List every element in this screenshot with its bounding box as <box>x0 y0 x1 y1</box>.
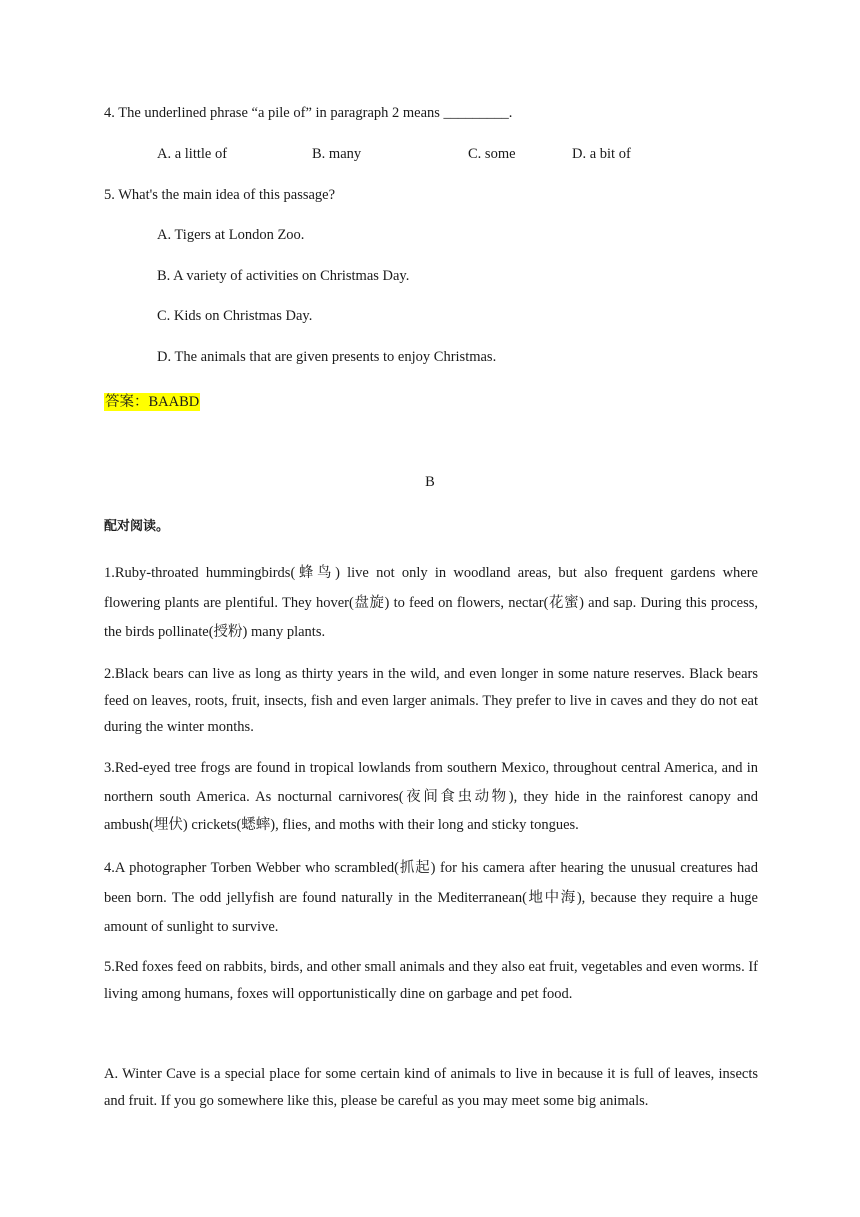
passage-paragraph-2: 2.Black bears can live as long as thirty years in the wild, and even longer in some nature reserves. Black bears feed on leaves, roots, fruit, insects, fish and even larger animals. They prefer to live in caves and they do not eat during the winter months. <box>104 666 758 735</box>
q5-option-a: A. Tigers at London Zoo. <box>157 227 305 243</box>
section-title: 配对阅读。 <box>104 519 170 534</box>
q4-option-c: C. some <box>468 146 516 162</box>
q5-option-c: C. Kids on Christmas Day. <box>157 308 313 324</box>
passage-paragraph-4: 4.A photographer Torben Webber who scrambled(抓起) for his camera after hearing the unusual creatures had been born. The odd jellyfish are found naturally in the Mediterranean(地中海), because they require a huge amount of sunlight to survive. <box>104 860 758 935</box>
passage-paragraph-1: 1.Ruby-throated hummingbirds(蜂鸟) live not only in woodland areas, but also frequent gardens where flowering plants are plentiful. They hover(盘旋) to feed on flowers, nectar(花蜜) and sap. During this process, the birds pollinate(授粉) many plants. <box>104 565 758 640</box>
q5-option-b: B. A variety of activities on Christmas Day. <box>157 268 410 284</box>
option-a-description: A. Winter Cave is a special place for some certain kind of animals to live in because it is full of leaves, insects and fruit. If you go somewhere like this, please be careful as you may meet some big animals. <box>104 1066 758 1109</box>
answer-key <box>104 390 200 411</box>
section-letter: B <box>425 474 435 490</box>
answer-highlight: 答案：BAABD <box>105 394 200 410</box>
q4-option-a: A. a little of <box>157 146 228 162</box>
q4-option-d: D. a bit of <box>572 146 631 162</box>
q5-option-d: D. The animals that are given presents to enjoy Christmas. <box>157 349 497 365</box>
passage-paragraph-5: 5.Red foxes feed on rabbits, birds, and other small animals and they also eat fruit, vegetables and even worms. If living among humans, foxes will opportunistically dine on garbage and pet food. <box>104 959 758 1002</box>
question-5: 5. What's the main idea of this passage? <box>104 187 336 203</box>
q4-option-b: B. many <box>312 146 362 162</box>
question-4: 4. The underlined phrase “a pile of” in paragraph 2 means _________. <box>104 105 513 121</box>
passage-paragraph-3: 3.Red-eyed tree frogs are found in tropical lowlands from southern Mexico, throughout central America, and in northern south America. As nocturnal carnivores(夜间食虫动物), they hide in the rainforest canopy and ambush(埋伏) crickets(蟋蟀), flies, and moths with their long and sticky tongues. <box>104 760 758 833</box>
